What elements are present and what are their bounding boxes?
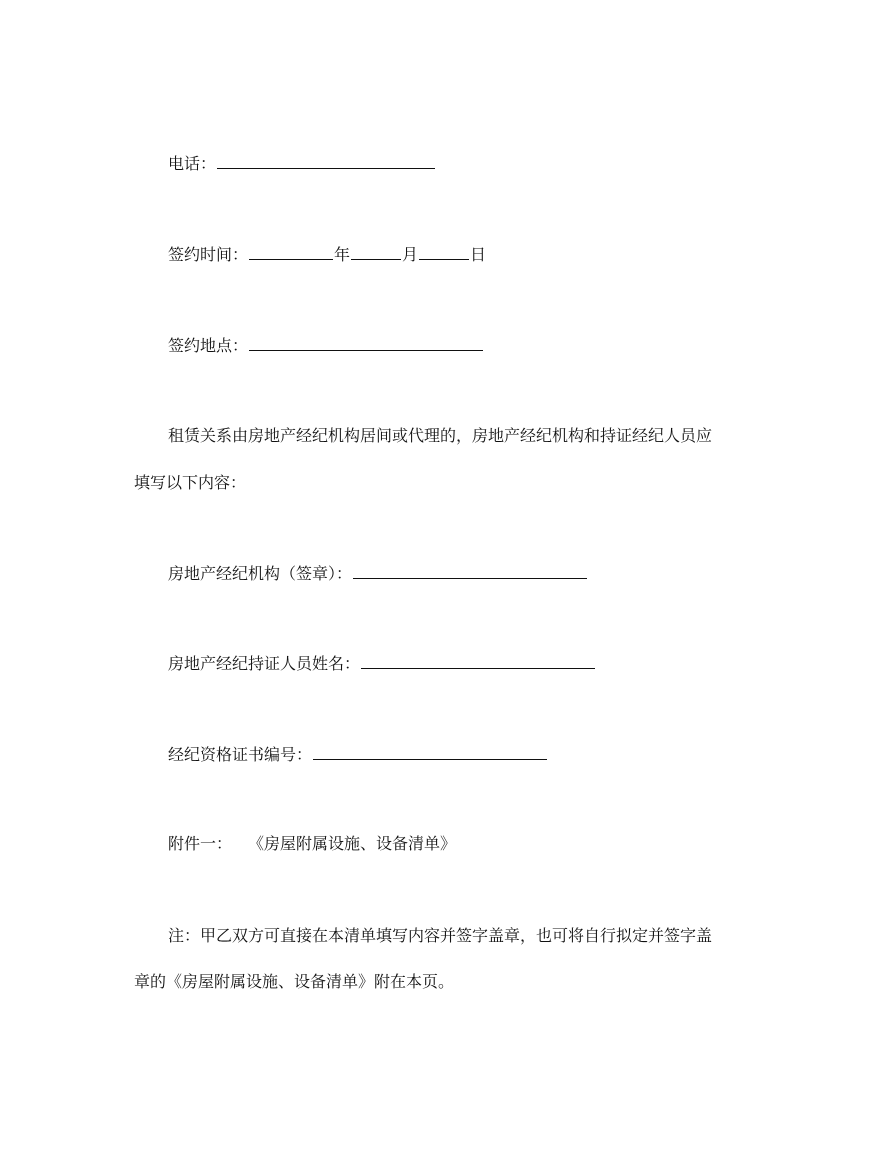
agency-note-line2: 填写以下内容： xyxy=(134,473,247,492)
cert-number-row xyxy=(168,745,548,765)
agency-note-line1: 租赁关系由房地产经纪机构居间或代理的，房地产经纪机构和持证经纪人员应 xyxy=(168,426,713,445)
agency-seal-label: 房地产经纪机构（签章）： xyxy=(168,564,353,583)
sign-time-label: 签约时间： xyxy=(168,245,249,264)
attachment-title: 《房屋附属设施、设备清单》 xyxy=(248,834,457,853)
month-blank[interactable] xyxy=(351,245,401,260)
cert-number-label: 经纪资格证书编号： xyxy=(168,745,313,764)
year-blank[interactable] xyxy=(249,245,333,260)
day-label: 日 xyxy=(470,245,487,264)
agent-name-blank[interactable] xyxy=(361,654,595,669)
cert-number-blank[interactable] xyxy=(313,745,547,760)
agent-name-row xyxy=(168,654,596,674)
day-blank[interactable] xyxy=(419,245,469,260)
sign-place-blank[interactable] xyxy=(249,336,483,351)
sign-time-row xyxy=(168,245,486,265)
agent-name-label: 房地产经纪持证人员姓名： xyxy=(168,654,361,673)
attachment-label: 附件一： xyxy=(168,834,233,853)
phone-label: 电话： xyxy=(168,154,217,173)
month-label: 月 xyxy=(402,245,419,264)
note-line2: 章的《房屋附属设施、设备清单》附在本页。 xyxy=(134,972,455,991)
note-line1: 注：甲乙双方可直接在本清单填写内容并签字盖章，也可将自行拟定并签字盖 xyxy=(168,926,713,945)
phone-row xyxy=(168,154,436,174)
agency-seal-blank[interactable] xyxy=(353,564,587,579)
agency-seal-row xyxy=(168,564,588,584)
sign-place-label: 签约地点： xyxy=(168,336,249,355)
attachment-row xyxy=(168,834,456,854)
year-label: 年 xyxy=(334,245,351,264)
phone-blank[interactable] xyxy=(217,154,435,169)
sign-place-row xyxy=(168,336,484,356)
